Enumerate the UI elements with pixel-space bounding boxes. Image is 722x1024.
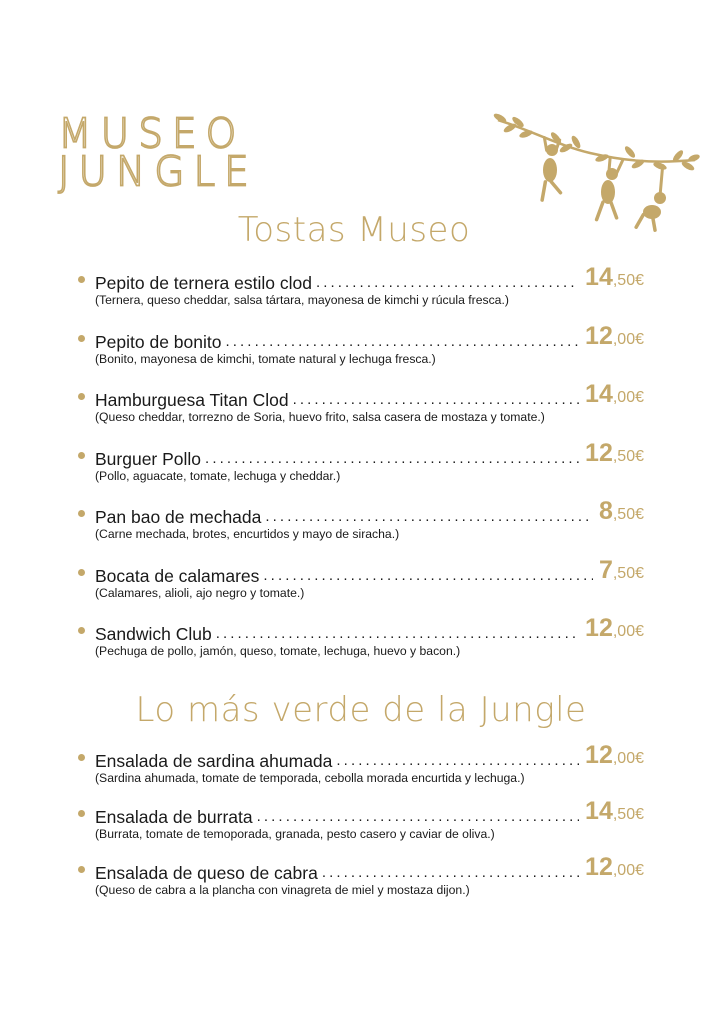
menu-item-row bbox=[95, 263, 644, 296]
menu-item-price bbox=[599, 555, 644, 589]
price-integer: 14 bbox=[585, 380, 613, 408]
menu-item-description: (Queso de cabra a la plancha con vinagreta de miel y mostaza dijon.) bbox=[95, 883, 470, 897]
menu-item bbox=[78, 555, 644, 603]
menu-item-description: (Pollo, aguacate, tomate, lechuga y cheddar.) bbox=[95, 468, 341, 483]
menu-item-price bbox=[585, 262, 644, 296]
menu-item bbox=[78, 263, 644, 310]
menu-item bbox=[78, 321, 644, 369]
price-decimal: ,50€ bbox=[612, 506, 644, 523]
menu-item-description: (Queso cheddar, torrezno de Soria, huevo frito, salsa casera de mostaza y tomate.) bbox=[95, 410, 545, 424]
menu-item-description: (Bonito, mayonesa de kimchi, tomate natural y lechuga fresca.) bbox=[95, 351, 436, 366]
price-integer: 12 bbox=[585, 438, 613, 467]
menu-item-row bbox=[95, 497, 644, 530]
price-decimal: ,00€ bbox=[612, 623, 644, 640]
price-integer: 8 bbox=[598, 497, 613, 525]
menu-item-price bbox=[585, 321, 644, 355]
menu-item-row bbox=[95, 555, 644, 589]
menu-item-name: Pepito de ternera estilo clod bbox=[95, 273, 312, 293]
section-title-tostas: Tostas Museo bbox=[237, 210, 471, 250]
menu-item bbox=[78, 741, 644, 788]
menu-item-description: (Sardina ahumada, tomate de temporada, cebolla morada encurtida y lechuga.) bbox=[95, 771, 525, 785]
menu-item-description: (Pechuga de pollo, jamón, queso, tomate, lechuga, huevo y bacon.) bbox=[95, 644, 461, 658]
menu-item-name: Sandwich Club bbox=[95, 624, 212, 644]
bullet-icon bbox=[78, 393, 85, 400]
price-decimal: ,00€ bbox=[612, 862, 644, 879]
menu-item-price bbox=[599, 496, 644, 530]
section-title-ensaladas: Lo más verde de la Jungle bbox=[135, 690, 587, 730]
menu-item-name: Ensalada de burrata bbox=[95, 807, 253, 827]
menu-item bbox=[78, 614, 644, 661]
bullet-icon bbox=[78, 510, 85, 517]
price-integer: 12 bbox=[585, 741, 613, 769]
menu-item-description: (Carne mechada, brotes, encurtidos y mayo de siracha.) bbox=[95, 527, 400, 541]
menu-item-name: Hamburguesa Titan Clod bbox=[95, 390, 289, 410]
menu-item-price bbox=[585, 852, 644, 886]
price-decimal: ,50€ bbox=[612, 564, 644, 582]
menu-item-row bbox=[95, 438, 644, 472]
price-integer: 12 bbox=[585, 321, 613, 350]
bullet-icon bbox=[78, 866, 85, 873]
price-integer: 7 bbox=[598, 555, 613, 584]
price-decimal: ,50€ bbox=[612, 806, 644, 823]
menu-item-description: (Burrata, tomate de temoporada, granada, pesto casero y caviar de oliva.) bbox=[95, 827, 495, 841]
price-decimal: ,00€ bbox=[612, 330, 644, 348]
price-decimal: ,50€ bbox=[612, 272, 644, 289]
menu-item-name: Pepito de bonito bbox=[95, 331, 222, 352]
menu-item bbox=[78, 497, 644, 544]
bullet-icon bbox=[78, 810, 85, 817]
price-decimal: ,00€ bbox=[612, 750, 644, 767]
menu-item-price bbox=[585, 796, 644, 830]
menu-item-name: Ensalada de queso de cabra bbox=[95, 863, 318, 883]
brand-logo-line-1: MUSEO bbox=[58, 110, 246, 159]
menu-item-name: Burguer Pollo bbox=[95, 448, 202, 469]
dot-leader bbox=[263, 567, 593, 589]
price-decimal: ,00€ bbox=[612, 389, 644, 406]
bullet-icon bbox=[78, 335, 85, 342]
price-integer: 14 bbox=[585, 263, 613, 291]
menu-item bbox=[78, 797, 644, 844]
bullet-icon bbox=[78, 276, 85, 283]
menu-item-price bbox=[585, 438, 644, 472]
bullet-icon bbox=[78, 569, 85, 576]
bullet-icon bbox=[78, 627, 85, 634]
menu-item-price bbox=[585, 613, 644, 647]
menu-item-price bbox=[585, 740, 644, 774]
menu-item-row bbox=[95, 741, 644, 774]
menu-item-description: (Ternera, queso cheddar, salsa tártara, mayonesa de kimchi y rúcula fresca.) bbox=[95, 293, 509, 307]
menu-item bbox=[78, 380, 644, 427]
menu-item-name: Ensalada de sardina ahumada bbox=[95, 751, 333, 771]
brand-logo bbox=[58, 110, 258, 197]
menu-item bbox=[78, 438, 644, 486]
menu-item bbox=[78, 853, 644, 900]
menu-item-name: Bocata de calamares bbox=[95, 565, 260, 586]
bullet-icon bbox=[78, 452, 85, 459]
menu-item-row bbox=[95, 321, 644, 355]
price-integer: 14 bbox=[585, 797, 613, 825]
price-integer: 12 bbox=[585, 853, 613, 881]
menu-item-row bbox=[95, 614, 644, 647]
menu-item-row bbox=[95, 380, 644, 413]
menu-item-row bbox=[95, 797, 644, 830]
price-integer: 12 bbox=[585, 614, 613, 642]
menu-item-description: (Calamares, alioli, ajo negro y tomate.) bbox=[95, 585, 305, 600]
menu-item-name: Pan bao de mechada bbox=[95, 507, 262, 527]
bullet-icon bbox=[78, 754, 85, 761]
price-decimal: ,50€ bbox=[612, 447, 644, 465]
menu-item-row bbox=[95, 853, 644, 886]
menu-item-price bbox=[585, 379, 644, 413]
brand-logo-line-2: JUNGLE bbox=[58, 148, 258, 197]
